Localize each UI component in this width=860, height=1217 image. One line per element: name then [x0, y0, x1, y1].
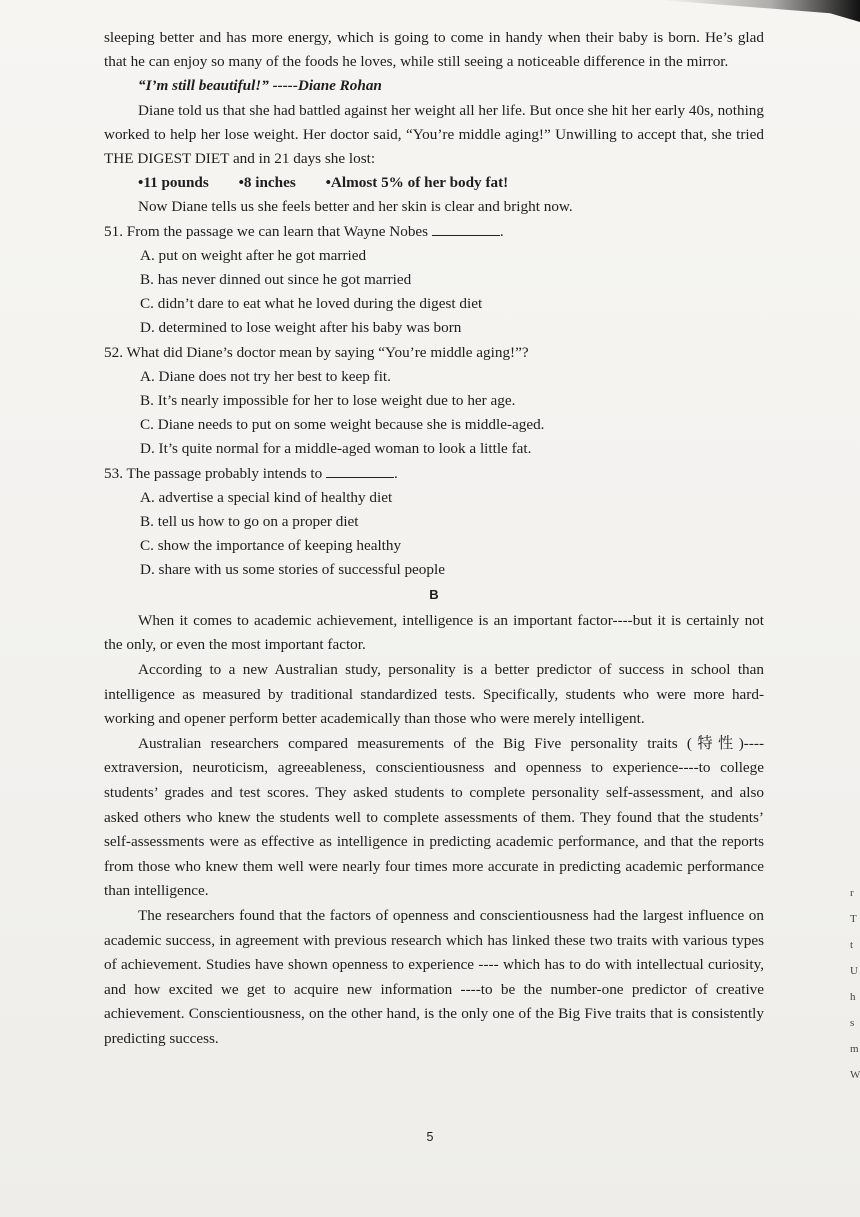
passage-b	[104, 609, 764, 1052]
passage-paragraph: According to a new Australian study, personality is a better predictor of success in school than intelligence as measured by traditional standardized tests. Specifically, students who were more hard-working and opener perform better academically than those who were merely intelligent.	[104, 661, 764, 728]
option-b: B. tell us how to go on a proper diet	[140, 513, 359, 531]
question-text-end: .	[499, 222, 504, 240]
story-stats	[104, 171, 764, 195]
bleed-char: r	[850, 887, 854, 899]
bleed-char: t	[850, 939, 854, 951]
adjacent-page-bleed	[850, 880, 860, 1088]
option-c: C. didn’t dare to eat what he loved during the digest diet	[140, 295, 483, 313]
intro-paragraph: sleeping better and has more energy, which is going to come in handy when their baby is born. He’s glad that he can enjoy so many of the foods he loves, while still seeing a noticeable difference in the mirror.	[104, 29, 764, 71]
bleed-char: m	[850, 1043, 859, 1055]
option-b: B. It’s nearly impossible for her to lose weight due to her age.	[140, 392, 516, 410]
bleed-char: U	[850, 965, 858, 977]
bleed-char: s	[850, 1017, 855, 1029]
passage-paragraph: The researchers found that the factors of openness and conscientiousness had the largest influence on academic success, in agreement with previous research which has linked these two traits with various types of achievement. Studies have shown openness to experience ---- which has to do with intellectual curiosity, and how excited we get to acquire new information ----to be the number-one predictor of creative achievement. Conscientiousness, on the other hand, is the only one of the Big Five traits that is consistently predicting success.	[104, 907, 764, 1047]
stat-item: •11 pounds	[138, 174, 209, 192]
section-heading: B	[429, 586, 439, 602]
story-author: Diane Rohan	[297, 77, 382, 95]
question-51	[104, 220, 764, 341]
option-c: C. Diane needs to put on some weight because she is middle-aged.	[140, 416, 545, 434]
story-quote: “I’m still beautiful!”	[138, 77, 269, 95]
question-stem	[104, 220, 764, 244]
story-body: Diane told us that she had battled against her weight all her life. But once she hit her early 40s, nothing worked to help her lose weight. Her doctor said, “You’re middle aging!” Unwilling to accept that, she tried THE DIGEST DIET and in 21 days she lost:	[104, 101, 764, 168]
stat-item: •8 inches	[238, 174, 296, 192]
story-closing: Now Diane tells us she feels better and her skin is clear and bright now.	[138, 198, 573, 216]
page-number: 5	[426, 1130, 434, 1144]
answer-blank	[326, 462, 394, 478]
option-b: B. has never dinned out since he got married	[140, 271, 412, 289]
question-stem	[104, 462, 764, 486]
passage-paragraph: When it comes to academic achievement, intelligence is an important factor----but it is certainly not the only, or even the most important factor.	[104, 611, 764, 654]
option-d: D. It’s quite normal for a middle-aged woman to look a little fat.	[140, 440, 532, 458]
question-53	[104, 462, 764, 583]
story-dashes: -----	[268, 77, 298, 95]
story-title	[104, 74, 764, 98]
option-a: A. advertise a special kind of healthy diet	[140, 488, 393, 506]
bleed-char: T	[850, 913, 857, 925]
question-text-end: .	[394, 464, 398, 482]
bleed-char: W	[850, 1069, 860, 1081]
option-a: A. put on weight after he got married	[140, 246, 367, 264]
question-text: 51. From the passage we can learn that Wayne Nobes	[104, 222, 432, 240]
option-d: D. share with us some stories of successful people	[140, 561, 445, 579]
answer-blank	[432, 220, 500, 236]
stat-item: •Almost 5% of her body fat!	[325, 174, 509, 192]
option-d: D. determined to lose weight after his baby was born	[140, 319, 462, 337]
option-c: C. show the importance of keeping healthy	[140, 537, 402, 555]
option-a: A. Diane does not try her best to keep fit.	[140, 367, 391, 385]
question-text: 53. The passage probably intends to	[104, 464, 327, 482]
bleed-char: h	[850, 991, 856, 1003]
question-52	[104, 341, 764, 462]
scan-corner-shadow	[660, 0, 860, 22]
page-content	[104, 26, 764, 1052]
question-stem: 52. What did Diane’s doctor mean by saying “You’re middle aging!”?	[104, 343, 529, 361]
passage-paragraph: Australian researchers compared measurements of the Big Five personality traits (特性)----extraversion, neuroticism, agreeableness, conscientiousness and openness to experience----to college students’ grades and test scores. They asked students to complete personality self-assessment, and also asked others who knew the students well to complete assessments of them. They found that the students’ self-assessments were as effective as intelligence in predicting academic performance, and that the reports from those who knew them well were nearly four times more accurate in predicting academic performance than intelligence.	[104, 734, 764, 900]
